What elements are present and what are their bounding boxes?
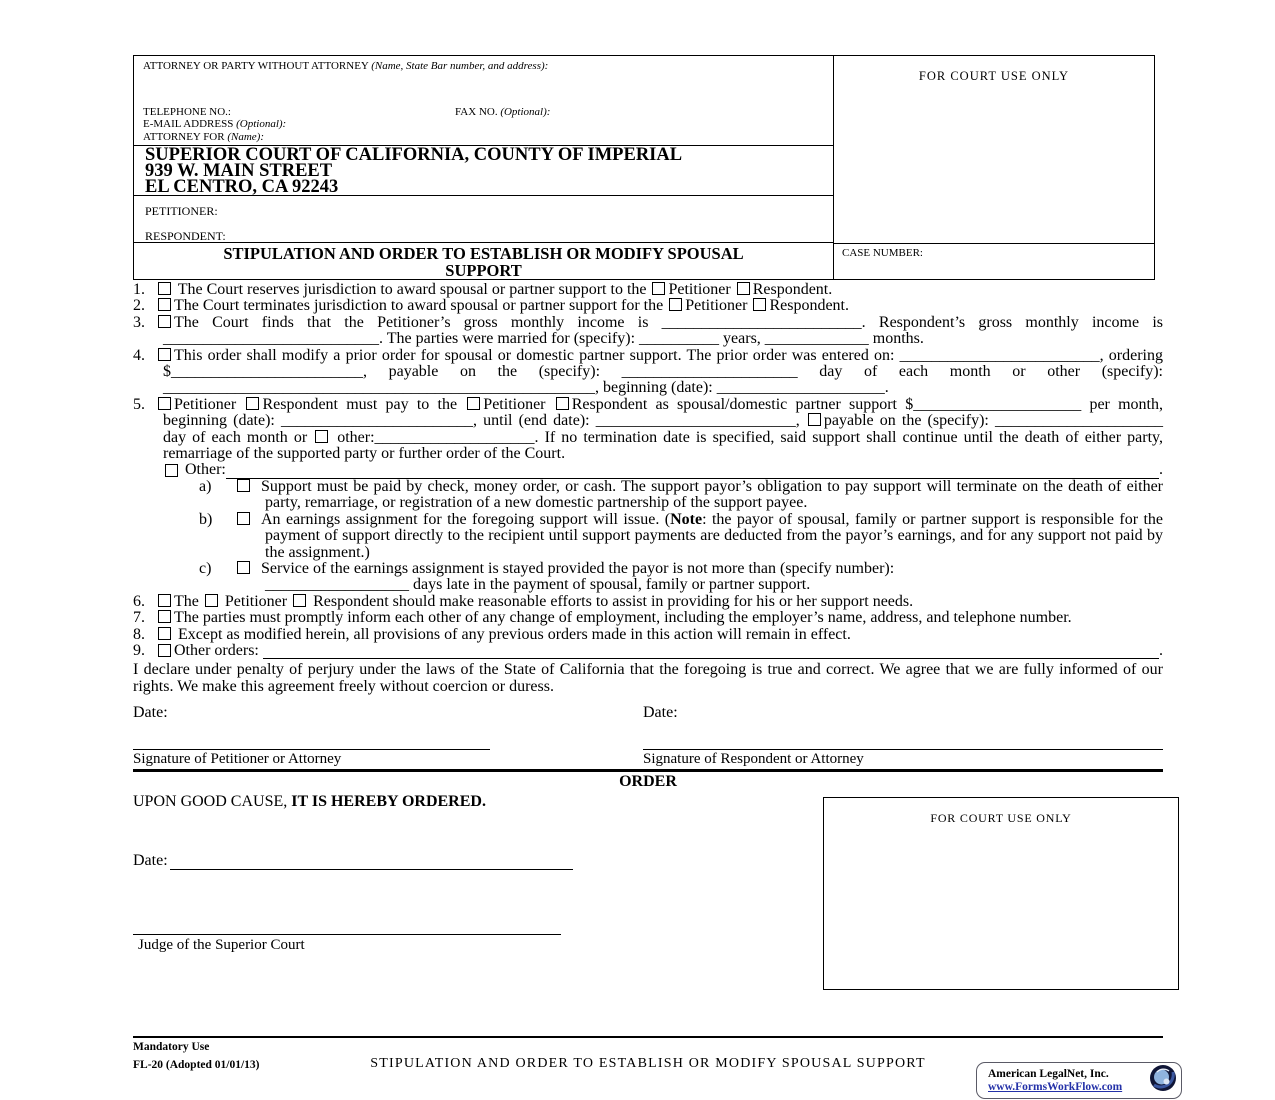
form-item-5a bbox=[133, 479, 1163, 512]
checkbox-item5-payee-petitioner[interactable] bbox=[467, 397, 480, 410]
item-text: Respondent should make reasonable efforts to assist in providing for his or her support needs. bbox=[309, 592, 914, 610]
section-divider bbox=[133, 769, 1163, 772]
order-date-blank[interactable] bbox=[170, 869, 573, 870]
checkbox-item5c[interactable] bbox=[237, 561, 250, 574]
form-title-line1: STIPULATION AND ORDER TO ESTABLISH OR MODIFY SPOUSAL bbox=[223, 244, 744, 263]
for-court-use-only-box: FOR COURT USE ONLY bbox=[834, 56, 1154, 244]
contact-block bbox=[143, 106, 827, 144]
stipulation-items bbox=[133, 282, 1163, 659]
checkbox-item6-petitioner[interactable] bbox=[205, 594, 218, 607]
signature-dates-row bbox=[133, 704, 1163, 722]
checkbox-item2-respondent[interactable] bbox=[753, 298, 766, 311]
item-text: The Court finds that the Petitioner’s gross monthly income is _________________________. Respondent’s gross monthly income is ___________________________. The parties were married for (specify): __________ years, _____________ months. bbox=[163, 313, 1163, 348]
item-text: Respondent as spousal/domestic partner support $_____________________ per month, beginning (date): ________________________, until (end date): _________________________, bbox=[163, 395, 1163, 430]
checkbox-item6[interactable] bbox=[158, 594, 171, 607]
hereby-ordered-text: IT IS HEREBY ORDERED. bbox=[291, 792, 486, 810]
item-text: Petitioner bbox=[174, 395, 245, 413]
checkbox-item5-payor-petitioner[interactable] bbox=[158, 397, 171, 410]
checkbox-item5-payee-respondent[interactable] bbox=[556, 397, 569, 410]
item-number: 5. bbox=[133, 395, 145, 413]
globe-icon bbox=[1149, 1064, 1177, 1097]
fax-optional-label: (Optional): bbox=[500, 105, 551, 118]
item-text: Petitioner bbox=[483, 395, 554, 413]
form-item-3 bbox=[133, 315, 1163, 348]
email-optional-label: (Optional): bbox=[236, 118, 287, 130]
formsworkflow-link[interactable]: www.FormsWorkFlow.com bbox=[988, 1080, 1123, 1093]
form-item-5 bbox=[133, 397, 1163, 463]
attorney-label-text: ATTORNEY OR PARTY WITHOUT ATTORNEY bbox=[143, 60, 372, 72]
item-letter: b) bbox=[199, 510, 213, 528]
checkbox-item5-payor-respondent[interactable] bbox=[246, 397, 259, 410]
item-letter: c) bbox=[199, 559, 212, 577]
item-text: Except as modified herein, all provisions of any previous orders made in this action will remain in effect. bbox=[174, 625, 851, 643]
logo-text-block bbox=[988, 1068, 1144, 1094]
item-text: This order shall modify a prior order for spousal or domestic partner support. The prior order was entered on: _________________________, ordering $________________________, payable on the (specify): ______________________ day of each month or other (specify): ______________________________________________________, beginning (date): _____________________. bbox=[163, 346, 1163, 397]
email-label: E-MAIL ADDRESS bbox=[143, 118, 237, 130]
form-title-line2: SUPPORT bbox=[445, 261, 522, 280]
item-text: . bbox=[1159, 461, 1163, 479]
respondent-date-label: Date: bbox=[643, 703, 678, 721]
footer-form-title: STIPULATION AND ORDER TO ESTABLISH OR MODIFY SPOUSAL SUPPORT bbox=[370, 1056, 926, 1071]
item-text: other:____________________. If no termination date is specified, said support shall continue until the death of either party, remarriage of the supported party or further order of the Court. bbox=[163, 428, 1163, 463]
item-number: 7. bbox=[133, 609, 145, 627]
checkbox-item1-respondent[interactable] bbox=[737, 282, 750, 295]
form-item-4 bbox=[133, 348, 1163, 397]
court-city: EL CENTRO, CA 92243 bbox=[145, 177, 339, 197]
judge-label: Judge of the Superior Court bbox=[138, 936, 305, 953]
checkbox-item4[interactable] bbox=[158, 348, 171, 361]
attorney-for-name-label: (Name): bbox=[227, 130, 264, 143]
item-text: Service of the earnings assignment is stayed provided the payor is not more than (specify number): bbox=[261, 559, 895, 577]
item-text: The Court terminates jurisdiction to award spousal or partner support for the bbox=[174, 297, 668, 315]
item-text: The Court reserves jurisdiction to award spousal or partner support to the bbox=[174, 281, 651, 298]
form-item-1 bbox=[133, 282, 1163, 298]
item5-other-line bbox=[163, 462, 1163, 478]
blank-line[interactable] bbox=[263, 658, 1159, 659]
item-text: Respondent. bbox=[752, 281, 833, 298]
checkbox-item5-payable[interactable] bbox=[808, 413, 821, 426]
checkbox-item2[interactable] bbox=[158, 298, 171, 311]
item-text: Petitioner bbox=[220, 592, 292, 610]
checkbox-item9[interactable] bbox=[158, 644, 171, 657]
item-text: __________________ days late in the payment of spousal, family or partner support. bbox=[265, 576, 811, 594]
petitioner-signature-label: Signature of Petitioner or Attorney bbox=[133, 750, 342, 767]
item-text: Other: bbox=[181, 461, 226, 479]
item-text: payable on the (specify): _____________________ day of each month or bbox=[163, 412, 1163, 446]
item-number: 9. bbox=[133, 641, 145, 659]
checkbox-item5b[interactable] bbox=[237, 512, 250, 525]
item-text: . bbox=[1159, 641, 1163, 659]
checkbox-item3[interactable] bbox=[158, 315, 171, 328]
checkbox-item5a[interactable] bbox=[237, 479, 250, 492]
form-item-5c bbox=[133, 561, 1163, 594]
checkbox-item1-petitioner[interactable] bbox=[652, 282, 665, 295]
fax-label: FAX NO. bbox=[455, 105, 501, 118]
item-number: 3. bbox=[133, 313, 145, 331]
item-text: Petitioner bbox=[685, 297, 752, 315]
checkbox-item7[interactable] bbox=[158, 610, 171, 623]
item-text: : the payor of spousal, family or partner support is responsible for the payment of support directly to the recipient until support payments are deducted from the payor’s earnings, and for any support not paid by the assignment.) bbox=[265, 510, 1163, 561]
court-street: 939 W. MAIN STREET bbox=[145, 161, 333, 181]
checkbox-item1[interactable] bbox=[158, 282, 171, 295]
form-item-8 bbox=[133, 627, 1163, 643]
checkbox-item5-other-day[interactable] bbox=[315, 430, 328, 443]
attorney-for-label: ATTORNEY FOR bbox=[143, 130, 228, 143]
item-text: Respondent. bbox=[769, 297, 849, 315]
respondent-signature-block[interactable] bbox=[643, 749, 1163, 768]
item-number: 4. bbox=[133, 346, 145, 364]
american-legalnet-logo bbox=[976, 1062, 1182, 1099]
form-header bbox=[133, 55, 1155, 280]
order-court-use-box: FOR COURT USE ONLY bbox=[823, 797, 1179, 990]
logo-company-name: American LegalNet, Inc. bbox=[988, 1067, 1109, 1080]
order-date-row bbox=[133, 852, 573, 870]
header-left-column bbox=[134, 56, 833, 279]
upon-good-cause-text: UPON GOOD CAUSE, bbox=[133, 792, 292, 810]
attorney-label bbox=[143, 60, 827, 72]
form-item-6 bbox=[133, 594, 1163, 610]
item-number: 8. bbox=[133, 625, 145, 643]
judge-signature-block[interactable] bbox=[133, 934, 561, 954]
note-bold: Note bbox=[670, 510, 703, 528]
perjury-declaration: I declare under penalty of perjury under the laws of the State of California that the foregoing is true and correct. We agree that we are fully informed of our rights. We make this agreement freely without coercion or duress. bbox=[133, 661, 1163, 695]
item-text: The parties must promptly inform each other of any change of employment, including the employer’s name, address, and telephone number. bbox=[174, 609, 1072, 627]
telephone-label: TELEPHONE NO.: bbox=[143, 105, 231, 118]
signature-row bbox=[133, 749, 1163, 768]
item-text: The bbox=[174, 592, 203, 610]
petitioner-label: PETITIONER: bbox=[145, 204, 218, 218]
item-number: 2. bbox=[133, 297, 145, 315]
item-number: 1. bbox=[133, 281, 145, 298]
checkbox-item8[interactable] bbox=[158, 627, 171, 640]
signature-gap bbox=[490, 749, 643, 768]
attorney-label-detail: (Name, State Bar number, and address): bbox=[371, 60, 549, 72]
item-text: Other orders: bbox=[174, 641, 263, 659]
item-number: 6. bbox=[133, 592, 145, 610]
order-heading: ORDER bbox=[619, 772, 677, 790]
item-text: Respondent must pay to the bbox=[262, 395, 466, 413]
parties-section[interactable] bbox=[134, 196, 833, 243]
respondent-signature-label: Signature of Respondent or Attorney bbox=[643, 750, 864, 767]
respondent-label: RESPONDENT: bbox=[145, 229, 226, 243]
order-date-label: Date: bbox=[133, 851, 168, 869]
header-right-column bbox=[833, 56, 1154, 279]
footer-rule bbox=[133, 1036, 1163, 1038]
attorney-section[interactable] bbox=[134, 56, 833, 146]
case-number-field[interactable]: CASE NUMBER: bbox=[842, 247, 923, 259]
telephone-fax-row bbox=[143, 106, 827, 119]
form-title bbox=[134, 243, 833, 279]
item-letter: a) bbox=[199, 477, 212, 495]
mandatory-use-label: Mandatory Use bbox=[133, 1041, 210, 1053]
court-name: SUPERIOR COURT OF CALIFORNIA, COUNTY OF IMPERIAL bbox=[145, 145, 683, 165]
attorney-for-row bbox=[143, 131, 827, 144]
email-row bbox=[143, 118, 827, 131]
checkbox-item6-respondent[interactable] bbox=[293, 594, 306, 607]
petitioner-date-label: Date: bbox=[133, 703, 168, 721]
checkbox-item5-other[interactable] bbox=[165, 464, 178, 477]
court-address-block bbox=[134, 146, 833, 196]
form-item-5b bbox=[133, 512, 1163, 561]
item-text: An earnings assignment for the foregoing support will issue. ( bbox=[261, 510, 671, 528]
form-item-2 bbox=[133, 298, 1163, 314]
item-text: Petitioner bbox=[668, 281, 735, 298]
form-item-7 bbox=[133, 610, 1163, 626]
petitioner-signature-block[interactable] bbox=[133, 749, 490, 768]
checkbox-item2-petitioner[interactable] bbox=[669, 298, 682, 311]
form-item-9 bbox=[133, 643, 1163, 659]
item-text: Support must be paid by check, money order, or cash. The support payor’s obligation to pay support will terminate on the death of either party, remarriage, or registration of a new domestic partnership of the support payee. bbox=[261, 477, 1163, 512]
form-number: FL-20 (Adopted 01/01/13) bbox=[133, 1059, 260, 1071]
